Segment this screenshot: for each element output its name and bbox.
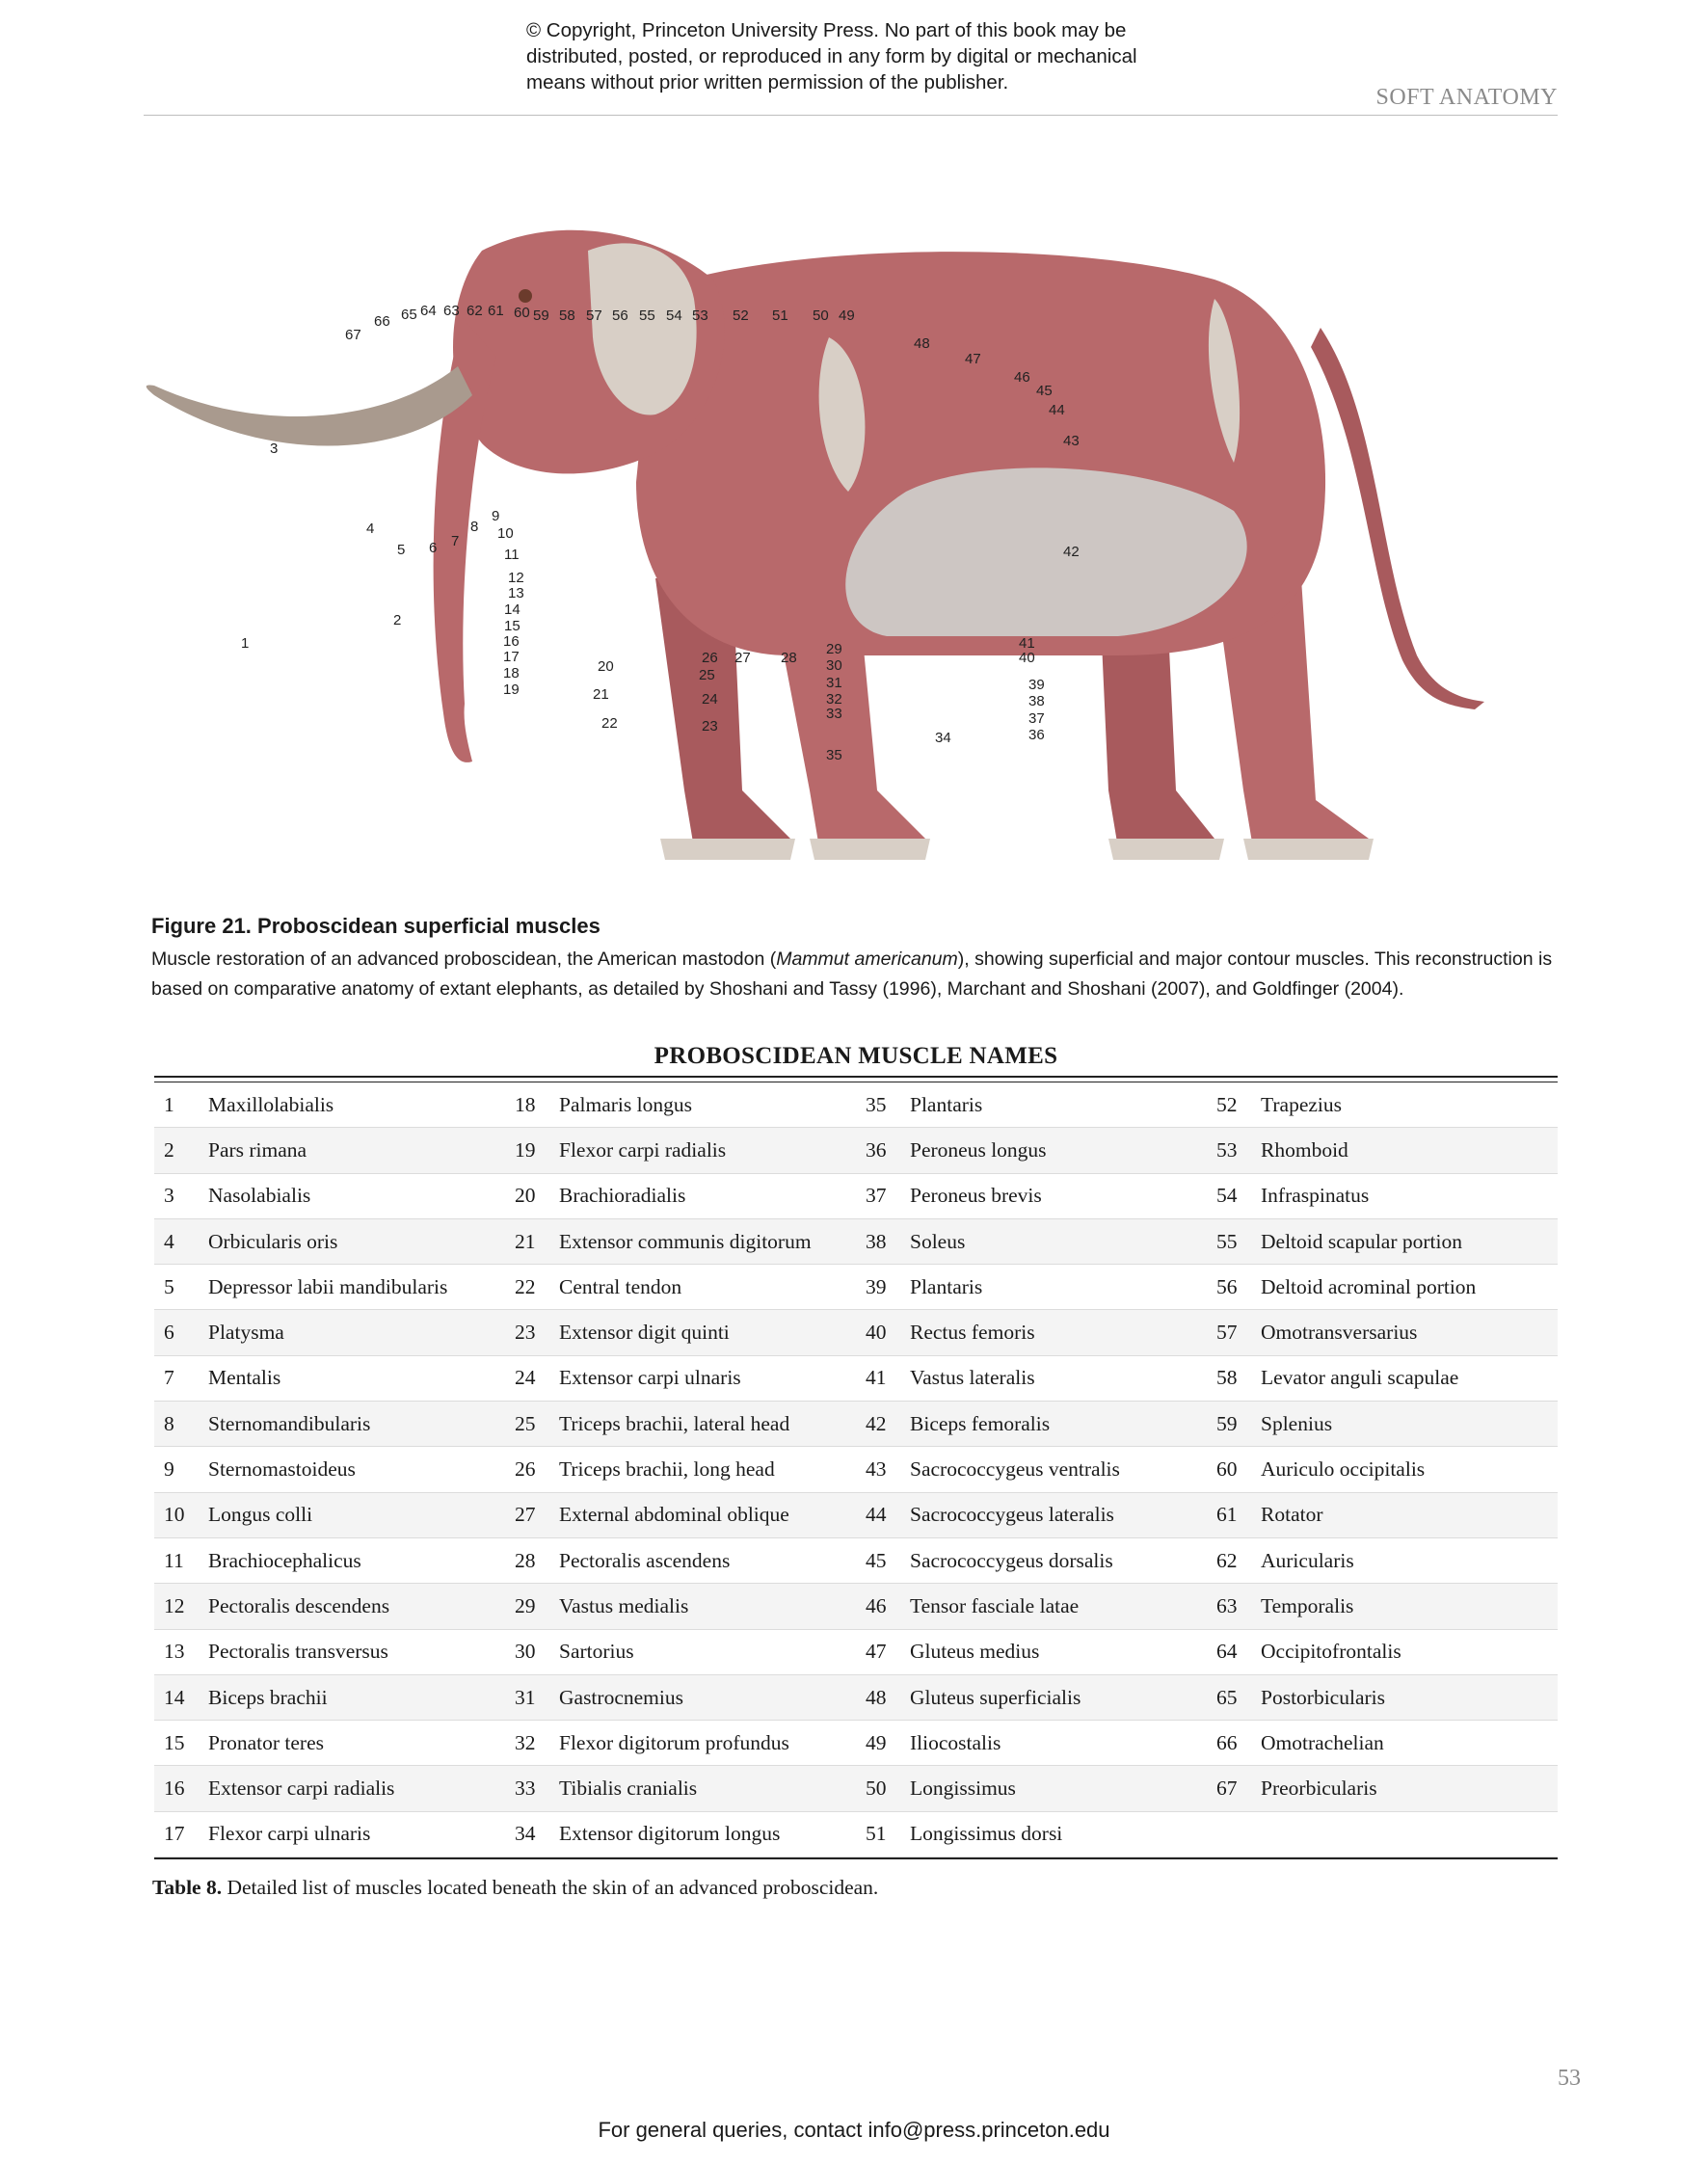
table-row: [856, 1630, 1207, 1675]
table-row: [505, 1219, 856, 1265]
table-row: [154, 1402, 505, 1447]
figure-title: Figure 21. Proboscidean superficial muscles: [151, 914, 600, 938]
muscle-number: 55: [1216, 1229, 1238, 1253]
figure-label-59: 59: [533, 307, 549, 324]
figure-label-64: 64: [420, 303, 437, 319]
muscle-name: Gluteus medius: [910, 1640, 1040, 1664]
muscle-name: Brachiocephalicus: [208, 1548, 361, 1572]
muscle-number: 15: [164, 1730, 185, 1754]
muscle-number: 20: [515, 1184, 536, 1208]
muscle-number: 43: [866, 1457, 887, 1482]
muscle-name: Auriculo occipitalis: [1261, 1457, 1426, 1482]
mastodon-muscle-figure: [116, 174, 1619, 887]
muscle-number: 39: [866, 1274, 887, 1298]
table-row: [505, 1812, 856, 1857]
muscle-name: Rotator: [1261, 1503, 1323, 1527]
table-row: [154, 1128, 505, 1173]
table-row: [1207, 1493, 1558, 1538]
table-row: [154, 1219, 505, 1265]
muscle-number: 25: [515, 1411, 536, 1435]
muscle-name: Gastrocnemius: [559, 1685, 683, 1709]
muscle-name: Extensor carpi radialis: [208, 1777, 395, 1801]
table-row: [505, 1402, 856, 1447]
muscle-number: 53: [1216, 1137, 1238, 1162]
figure-label-26: 26: [702, 650, 718, 666]
table-row: [1207, 1402, 1558, 1447]
figure-label-27: 27: [734, 650, 751, 666]
muscle-number: 62: [1216, 1548, 1238, 1572]
muscle-number: 23: [515, 1321, 536, 1345]
table-row: [1207, 1265, 1558, 1310]
muscle-name: Auricularis: [1261, 1548, 1354, 1572]
muscle-number: 48: [866, 1685, 887, 1709]
muscle-number: 3: [164, 1184, 174, 1208]
muscle-number: 36: [866, 1137, 887, 1162]
table-row: [154, 1310, 505, 1355]
muscle-number: 29: [515, 1593, 536, 1617]
muscle-name: Longus colli: [208, 1503, 313, 1527]
muscle-name: Soleus: [910, 1229, 966, 1253]
muscle-name: Sacrococcygeus lateralis: [910, 1503, 1114, 1527]
muscle-number: 61: [1216, 1503, 1238, 1527]
muscle-number: 57: [1216, 1321, 1238, 1345]
muscle-number: 41: [866, 1366, 887, 1390]
muscle-number: 26: [515, 1457, 536, 1482]
muscle-number: 42: [866, 1411, 887, 1435]
muscle-name: Sacrococcygeus ventralis: [910, 1457, 1120, 1482]
figure-label-23: 23: [702, 718, 718, 735]
muscle-number: 10: [164, 1503, 185, 1527]
table-row: [1207, 1812, 1558, 1857]
muscle-number: 63: [1216, 1593, 1238, 1617]
muscle-name: Sternomandibularis: [208, 1411, 371, 1435]
muscle-number: 37: [866, 1184, 887, 1208]
mastodon-body: [147, 230, 1484, 860]
muscle-name: Sternomastoideus: [208, 1457, 356, 1482]
figure-label-45: 45: [1036, 383, 1053, 399]
figure-label-1: 1: [241, 635, 250, 652]
figure-label-21: 21: [593, 686, 609, 703]
figure-label-24: 24: [702, 691, 718, 708]
table-row: [856, 1584, 1207, 1629]
figure-label-50: 50: [813, 307, 829, 324]
muscle-number: 56: [1216, 1274, 1238, 1298]
figure-label-9: 9: [492, 508, 500, 524]
muscle-name: Temporalis: [1261, 1593, 1354, 1617]
muscle-number: 4: [164, 1229, 174, 1253]
muscle-name: Omotrachelian: [1261, 1730, 1384, 1754]
table-row: [856, 1265, 1207, 1310]
table-row: [856, 1402, 1207, 1447]
muscle-name: Triceps brachii, lateral head: [559, 1411, 790, 1435]
muscle-number: 17: [164, 1822, 185, 1846]
figure-label-43: 43: [1063, 433, 1080, 449]
muscle-name: Flexor carpi radialis: [559, 1137, 727, 1162]
figure-label-61: 61: [488, 303, 504, 319]
muscle-name: Pectoralis transversus: [208, 1640, 388, 1664]
table-row: [154, 1675, 505, 1721]
muscle-name: Triceps brachii, long head: [559, 1457, 775, 1482]
table-row: [1207, 1538, 1558, 1584]
figure-label-10: 10: [497, 525, 514, 542]
figure-label-42: 42: [1063, 544, 1080, 560]
figure-label-18: 18: [503, 665, 520, 681]
muscle-name: Extensor digitorum longus: [559, 1822, 781, 1846]
figure-label-29: 29: [826, 641, 842, 657]
table-row: [154, 1082, 505, 1128]
muscle-name: External abdominal oblique: [559, 1503, 789, 1527]
muscle-number: 45: [866, 1548, 887, 1572]
muscle-number: 65: [1216, 1685, 1238, 1709]
table-row: [154, 1356, 505, 1402]
muscle-number: 24: [515, 1366, 536, 1390]
table-row: [1207, 1356, 1558, 1402]
caption-text-post: ), showing superficial and major contour muscles. This reconstruction is based on comparative anatomy of extant elephants, as detailed by Shoshani and Tassy (1996), Marchant and Shoshani (2007), and Goldfinger (2004).: [151, 948, 1553, 1000]
muscle-number: 6: [164, 1321, 174, 1345]
muscle-name: Depressor labii mandibularis: [208, 1274, 448, 1298]
table-row: [505, 1721, 856, 1766]
muscle-name: Sacrococcygeus dorsalis: [910, 1548, 1113, 1572]
figure-label-37: 37: [1028, 710, 1045, 727]
figure-label-41: 41: [1019, 635, 1035, 652]
muscle-name: Splenius: [1261, 1411, 1333, 1435]
muscle-number: 35: [866, 1092, 887, 1116]
muscle-name: Preorbicularis: [1261, 1777, 1377, 1801]
figure-label-28: 28: [781, 650, 797, 666]
muscle-name: Pronator teres: [208, 1730, 325, 1754]
figure-label-39: 39: [1028, 677, 1045, 693]
muscle-name: Plantaris: [910, 1274, 983, 1298]
table-row: [1207, 1584, 1558, 1629]
table-row: [1207, 1447, 1558, 1492]
table-row: [856, 1174, 1207, 1219]
muscle-number: 47: [866, 1640, 887, 1664]
figure-label-51: 51: [772, 307, 788, 324]
table-row: [154, 1174, 505, 1219]
table-row: [154, 1493, 505, 1538]
figure-label-4: 4: [366, 521, 375, 537]
muscle-name: Trapezius: [1261, 1092, 1343, 1116]
muscle-number: 19: [515, 1137, 536, 1162]
table-row: [856, 1493, 1207, 1538]
muscle-name: Extensor communis digitorum: [559, 1229, 812, 1253]
muscle-name: Extensor carpi ulnaris: [559, 1366, 741, 1390]
muscle-name: Maxillolabialis: [208, 1092, 334, 1116]
figure-label-60: 60: [514, 305, 530, 321]
muscle-name: Brachioradialis: [559, 1184, 686, 1208]
table-bottom-rule: [154, 1857, 1558, 1859]
table-row: [154, 1812, 505, 1857]
running-head: SOFT ANATOMY: [1375, 85, 1558, 110]
table-row: [1207, 1721, 1558, 1766]
muscle-name: Pars rimana: [208, 1137, 307, 1162]
figure-label-55: 55: [639, 307, 655, 324]
table-row: [505, 1310, 856, 1355]
muscle-number: 67: [1216, 1777, 1238, 1801]
figure-label-53: 53: [692, 307, 708, 324]
muscle-name: Peroneus brevis: [910, 1184, 1042, 1208]
muscle-name: Rhomboid: [1261, 1137, 1348, 1162]
figure-label-31: 31: [826, 675, 842, 691]
muscle-name: Postorbicularis: [1261, 1685, 1385, 1709]
figure-label-63: 63: [443, 303, 460, 319]
figure-label-30: 30: [826, 657, 842, 674]
muscle-name: Palmaris longus: [559, 1092, 692, 1116]
muscle-number: 14: [164, 1685, 185, 1709]
table-row: [505, 1538, 856, 1584]
figure-label-44: 44: [1049, 402, 1065, 418]
figure-label-25: 25: [699, 667, 715, 683]
muscle-name: Longissimus dorsi: [910, 1822, 1063, 1846]
table-row: [856, 1812, 1207, 1857]
table-row: [856, 1356, 1207, 1402]
muscle-number: 44: [866, 1503, 887, 1527]
muscle-name: Nasolabialis: [208, 1184, 311, 1208]
caption-species-name: Mammut americanum: [776, 948, 958, 970]
muscle-name: Platysma: [208, 1321, 284, 1345]
page-number: 53: [1558, 2066, 1581, 2091]
mastodon-illustration: [116, 174, 1619, 887]
table-row: [1207, 1082, 1558, 1128]
header-rule: [144, 115, 1558, 116]
muscle-name: Sartorius: [559, 1640, 634, 1664]
table-row: [505, 1584, 856, 1629]
muscle-name: Pectoralis descendens: [208, 1593, 390, 1617]
table-row: [1207, 1219, 1558, 1265]
table-row: [505, 1128, 856, 1173]
table-row: [1207, 1174, 1558, 1219]
muscle-number: 64: [1216, 1640, 1238, 1664]
muscle-number: 49: [866, 1730, 887, 1754]
figure-label-38: 38: [1028, 693, 1045, 709]
figure-label-54: 54: [666, 307, 682, 324]
muscle-number: 8: [164, 1411, 174, 1435]
table-row: [1207, 1128, 1558, 1173]
table-row: [154, 1265, 505, 1310]
figure-label-19: 19: [503, 681, 520, 698]
table-row: [856, 1538, 1207, 1584]
muscle-number: 33: [515, 1777, 536, 1801]
figure-label-20: 20: [598, 658, 614, 675]
table-row: [505, 1447, 856, 1492]
figure-label-52: 52: [733, 307, 749, 324]
figure-caption: [151, 914, 1559, 1004]
muscle-number: 13: [164, 1640, 185, 1664]
muscle-number: 9: [164, 1457, 174, 1482]
table-row: [154, 1538, 505, 1584]
muscle-number: 27: [515, 1503, 536, 1527]
figure-caption-body: [151, 945, 1559, 1004]
figure-label-62: 62: [467, 303, 483, 319]
muscle-number: 12: [164, 1593, 185, 1617]
muscle-name: Infraspinatus: [1261, 1184, 1370, 1208]
muscle-number: 31: [515, 1685, 536, 1709]
muscle-number: 58: [1216, 1366, 1238, 1390]
muscle-name: Mentalis: [208, 1366, 281, 1390]
muscle-name: Tibialis cranialis: [559, 1777, 698, 1801]
figure-label-7: 7: [451, 533, 460, 549]
muscle-number: 32: [515, 1730, 536, 1754]
figure-label-6: 6: [429, 540, 438, 556]
muscle-name: Biceps femoralis: [910, 1411, 1051, 1435]
table-row: [505, 1493, 856, 1538]
muscle-name: Rectus femoris: [910, 1321, 1035, 1345]
figure-label-66: 66: [374, 313, 390, 330]
muscle-name: Longissimus: [910, 1777, 1016, 1801]
muscle-number: 18: [515, 1092, 536, 1116]
table-row: [154, 1766, 505, 1811]
muscle-number: 5: [164, 1274, 174, 1298]
muscle-name: Flexor digitorum profundus: [559, 1730, 789, 1754]
figure-label-3: 3: [270, 441, 279, 457]
muscle-number: 1: [164, 1092, 174, 1116]
table-row: [856, 1128, 1207, 1173]
muscle-number: 40: [866, 1321, 887, 1345]
table-row: [505, 1675, 856, 1721]
figure-label-17: 17: [503, 649, 520, 665]
table-row: [154, 1584, 505, 1629]
table-row: [154, 1447, 505, 1492]
muscle-number: 38: [866, 1229, 887, 1253]
muscle-number: 46: [866, 1593, 887, 1617]
table-row: [154, 1721, 505, 1766]
table-caption-text: Detailed list of muscles located beneath the skin of an advanced proboscidean.: [222, 1876, 879, 1899]
figure-label-32: 32: [826, 691, 842, 708]
muscle-number: 2: [164, 1137, 174, 1162]
muscle-name: Central tendon: [559, 1274, 682, 1298]
muscle-number: 21: [515, 1229, 536, 1253]
muscle-number: 16: [164, 1777, 185, 1801]
muscle-name: Vastus medialis: [559, 1593, 689, 1617]
muscle-name: Gluteus superficialis: [910, 1685, 1081, 1709]
muscle-number: 7: [164, 1366, 174, 1390]
muscle-number: 50: [866, 1777, 887, 1801]
figure-label-57: 57: [586, 307, 602, 324]
muscle-name: Levator anguli scapulae: [1261, 1366, 1459, 1390]
figure-label-2: 2: [393, 612, 402, 628]
table-row: [856, 1310, 1207, 1355]
figure-label-40: 40: [1019, 650, 1035, 666]
table-title: PROBOSCIDEAN MUSCLE NAMES: [654, 1043, 1058, 1069]
caption-text-pre: Muscle restoration of an advanced proboscidean, the American mastodon (: [151, 948, 777, 970]
table-row: [1207, 1766, 1558, 1811]
figure-label-58: 58: [559, 307, 575, 324]
figure-label-56: 56: [612, 307, 628, 324]
muscle-name: Extensor digit quinti: [559, 1321, 730, 1345]
muscle-number: 59: [1216, 1411, 1238, 1435]
table-top-rule: [154, 1076, 1558, 1078]
table-row: [1207, 1675, 1558, 1721]
muscle-number: 22: [515, 1274, 536, 1298]
muscle-name: Biceps brachii: [208, 1685, 328, 1709]
muscle-name: Omotransversarius: [1261, 1321, 1418, 1345]
figure-label-48: 48: [914, 335, 930, 352]
muscle-number: 28: [515, 1548, 536, 1572]
figure-label-34: 34: [935, 730, 951, 746]
figure-label-22: 22: [601, 715, 618, 732]
muscle-number: 30: [515, 1640, 536, 1664]
table-row: [856, 1219, 1207, 1265]
table-row: [154, 1630, 505, 1675]
table-row: [856, 1082, 1207, 1128]
table-row: [505, 1630, 856, 1675]
muscle-number: 51: [866, 1822, 887, 1846]
table-row: [505, 1356, 856, 1402]
table-caption-label: Table 8.: [152, 1876, 223, 1899]
table-row: [505, 1265, 856, 1310]
figure-label-11: 11: [504, 547, 520, 563]
muscle-name: Iliocostalis: [910, 1730, 1001, 1754]
table-row: [505, 1766, 856, 1811]
table-row: [856, 1447, 1207, 1492]
muscle-number: 11: [164, 1548, 184, 1572]
muscle-number: 52: [1216, 1092, 1238, 1116]
muscle-names-table: [154, 1082, 1558, 1857]
muscle-name: Deltoid scapular portion: [1261, 1229, 1462, 1253]
table-caption: [152, 1876, 878, 1900]
table-row: [856, 1766, 1207, 1811]
figure-label-8: 8: [470, 519, 479, 535]
table-row: [856, 1721, 1207, 1766]
muscle-name: Occipitofrontalis: [1261, 1640, 1401, 1664]
figure-label-67: 67: [345, 327, 361, 343]
figure-label-49: 49: [839, 307, 855, 324]
figure-label-35: 35: [826, 747, 842, 763]
muscle-name: Plantaris: [910, 1092, 983, 1116]
table-row: [1207, 1630, 1558, 1675]
muscle-name: Pectoralis ascendens: [559, 1548, 731, 1572]
figure-label-47: 47: [965, 351, 981, 367]
muscle-name: Peroneus longus: [910, 1137, 1047, 1162]
muscle-name: Tensor fasciale latae: [910, 1593, 1080, 1617]
figure-label-5: 5: [397, 542, 406, 558]
figure-label-15: 15: [504, 618, 520, 634]
figure-label-13: 13: [508, 585, 524, 601]
muscle-name: Deltoid acrominal portion: [1261, 1274, 1477, 1298]
figure-label-46: 46: [1014, 369, 1030, 386]
table-row: [505, 1082, 856, 1128]
copyright-notice: © Copyright, Princeton University Press. No part of this book may be distributed, posted, or reproduced in any form by digital or mechanical means without prior written permission of the publisher.: [526, 19, 1137, 94]
table-row: [856, 1675, 1207, 1721]
muscle-number: 60: [1216, 1457, 1238, 1482]
muscle-name: Orbicularis oris: [208, 1229, 338, 1253]
figure-label-36: 36: [1028, 727, 1045, 743]
muscle-number: 34: [515, 1822, 536, 1846]
muscle-name: Flexor carpi ulnaris: [208, 1822, 371, 1846]
figure-label-65: 65: [401, 307, 417, 323]
muscle-name: Vastus lateralis: [910, 1366, 1035, 1390]
muscle-number: 66: [1216, 1730, 1238, 1754]
footer-contact: For general queries, contact info@press.princeton.edu: [598, 2118, 1110, 2142]
figure-label-12: 12: [508, 570, 524, 586]
table-row: [505, 1174, 856, 1219]
figure-label-33: 33: [826, 706, 842, 722]
muscle-number: 54: [1216, 1184, 1238, 1208]
table-row: [1207, 1310, 1558, 1355]
figure-label-16: 16: [503, 633, 520, 650]
figure-label-14: 14: [504, 601, 520, 618]
